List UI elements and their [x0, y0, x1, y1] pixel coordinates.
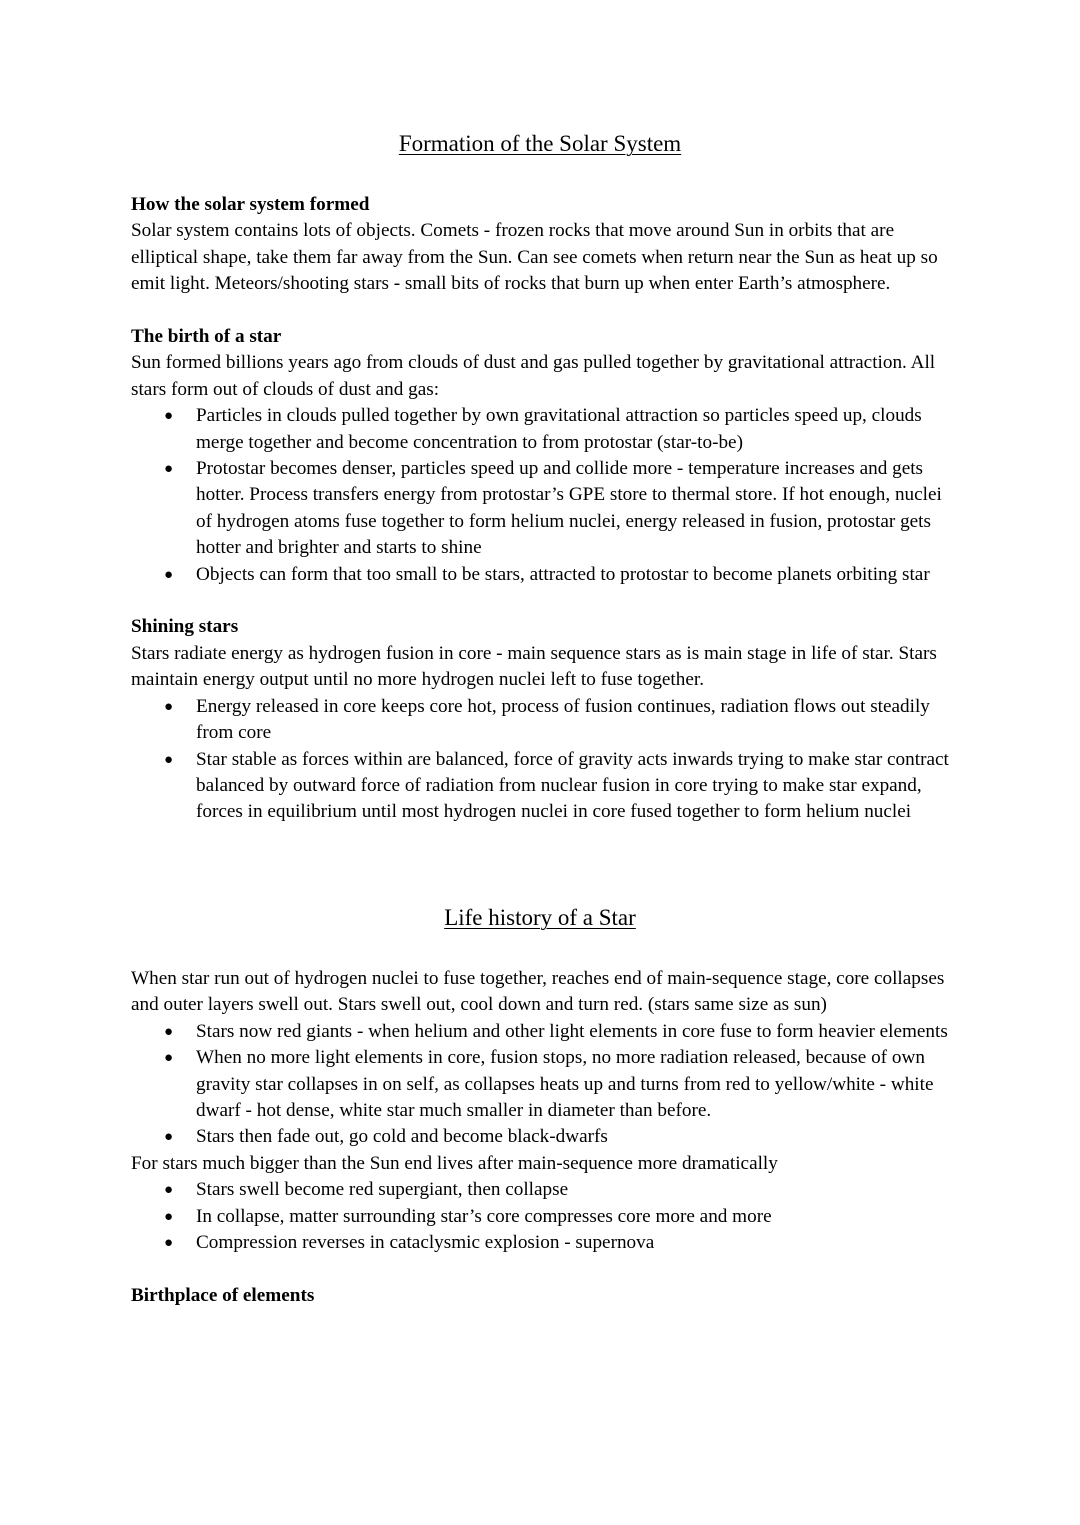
- bullet-item: ● Objects can form that too small to be stars, attracted to protostar to become planets orbiting star: [196, 562, 956, 588]
- section-title: Life history of a Star: [444, 905, 636, 930]
- section-formation: [131, 192, 956, 826]
- bullet-item: ● Compression reverses in cataclysmic explosion - supernova: [196, 1230, 956, 1256]
- bullet-item: ● Stars now red giants - when helium and other light elements in core fuse to form heavier elements: [196, 1019, 956, 1045]
- section-heading: The birth of a star: [131, 326, 282, 348]
- bullet-item: ● In collapse, matter surrounding star’s core compresses core more and more: [196, 1204, 956, 1230]
- bullet-item: ● Protostar becomes denser, particles speed up and collide more - temperature increases and gets hotter. Process transfers energy from protostar’s GPE store to thermal store. If hot enough, nuclei of hydrogen atoms fuse together to form helium nuclei, energy released in fusion, protostar gets hotter and brighter and starts to shine: [196, 456, 956, 562]
- section-heading: Shining stars: [131, 616, 239, 638]
- bullet-list: [131, 403, 956, 588]
- section-heading: Birthplace of elements: [131, 1284, 315, 1306]
- bullet-list: [131, 1177, 956, 1256]
- section-paragraph: When star run out of hydrogen nuclei to fuse together, reaches end of main-sequence stage, core collapses and outer layers swell out. Stars swell out, cool down and turn red. (stars same size as sun): [131, 968, 945, 1016]
- section-heading: How the solar system formed: [131, 194, 370, 215]
- bullet-item: ● Stars then fade out, go cold and become black-dwarfs: [196, 1124, 956, 1150]
- page-title: Formation of the Solar System: [398, 131, 682, 156]
- bullet-item: ● Particles in clouds pulled together by own gravitational attraction so particles speed up, clouds merge together and become concentration to from protostar (star-to-be): [196, 403, 956, 456]
- section-paragraph: For stars much bigger than the Sun end lives after main-sequence more dramatically: [131, 1152, 778, 1174]
- bullet-list: [131, 694, 956, 826]
- section-life-history: [131, 966, 956, 1309]
- section-paragraph: Solar system contains lots of objects. Comets - frozen rocks that move around Sun in orbits that are elliptical shape, take them far away from the Sun. Can see comets when return near the Sun as heat up so emit light. Meteors/shooting stars - small bits of rocks that burn up when enter Earth’s atmosphere.: [131, 220, 938, 295]
- bullet-item: ● Energy released in core keeps core hot, process of fusion continues, radiation flows out steadily from core: [196, 694, 956, 747]
- bullet-item: ● When no more light elements in core, fusion stops, no more radiation released, because of own gravity star collapses in on self, as collapses heats up and turns from red to yellow/white - white dwarf - hot dense, white star much smaller in diameter than before.: [196, 1045, 956, 1124]
- section-paragraph: Sun formed billions years ago from clouds of dust and gas pulled together by gravitational attraction. All stars form out of clouds of dust and gas:: [131, 352, 936, 400]
- bullet-list: [131, 1019, 956, 1151]
- section-paragraph: Stars radiate energy as hydrogen fusion in core - main sequence stars as is main stage in life of star. Stars maintain energy output until no more hydrogen nuclei left to fuse together.: [131, 642, 937, 691]
- bullet-item: ● Stars swell become red supergiant, then collapse: [196, 1177, 956, 1203]
- bullet-item: ● Star stable as forces within are balanced, force of gravity acts inwards trying to make star contract balanced by outward force of radiation from nuclear fusion in core trying to make star expand, forces in equilibrium until most hydrogen nuclei in core fused together to form helium nuclei: [196, 747, 956, 826]
